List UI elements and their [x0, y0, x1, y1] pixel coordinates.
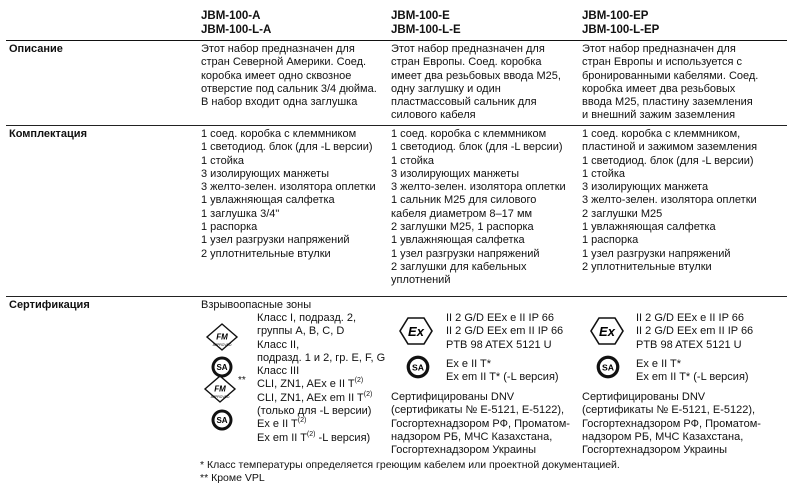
list-item: 2 уплотнительные втулки — [201, 247, 331, 260]
list-item: 3 желто-зелен. изолятора оплетки — [201, 181, 376, 194]
header-model: JBM-100-A — [201, 10, 261, 22]
fm-approved-logo — [205, 322, 239, 356]
list-item: 1 светодиод. блок (для -L версии) — [201, 141, 373, 154]
text-line: подразд. 1 и 2, гр. E, F, G — [257, 351, 386, 364]
text-line: бронированными кабелями. Соед. — [582, 69, 759, 82]
text-line: Этот набор предназначен для — [582, 43, 736, 55]
svg-text:Ex: Ex — [599, 324, 615, 339]
cert-heading: Взрывоопасные зоны — [201, 299, 312, 311]
text-line: (только для -L версии) — [257, 405, 372, 418]
description-col-a — [201, 43, 377, 109]
text-line: PTB 98 ATEX 5121 U — [446, 338, 552, 351]
list-item: 2 заглушки для кабельных — [391, 260, 527, 273]
text-line: Сертифицированы DNV — [582, 391, 706, 403]
kit-col-e — [391, 128, 566, 288]
text-line: и внешний зажим заземления — [582, 109, 736, 122]
footnote-marker: ** — [238, 375, 246, 386]
svg-text:SA: SA — [216, 416, 228, 425]
text-line: имеет два резьбовых ввода M25, — [391, 69, 561, 82]
text-line: CLI, ZN1, AEx e II $T^{(2)}$ — [257, 377, 364, 391]
list-item: 1 стойка — [201, 154, 245, 167]
table-rule — [6, 125, 787, 126]
svg-text:APPROVED: APPROVED — [212, 343, 232, 347]
text-line: силового кабеля — [391, 109, 476, 122]
list-item: 1 узел разгрузки напряжений — [582, 247, 731, 260]
text-line: Класс III — [257, 365, 300, 378]
text-line: Ex e II T* — [636, 358, 682, 370]
footnote: * Класс температуры определяется греющим кабелем или проектной документацией. — [200, 459, 620, 471]
text-line: Класс I, подразд. 2, — [257, 312, 357, 324]
cert-dnv-text-e — [391, 391, 570, 457]
text-line: Ex em II T* (-L версия) — [446, 371, 559, 384]
list-item: 1 светодиод. блок (для -L версии) — [391, 141, 563, 154]
list-item: 3 желто-зелен. изолятора оплетки — [391, 181, 566, 194]
svg-text:SA: SA — [601, 362, 615, 373]
atex-ex-logo — [399, 316, 433, 350]
text-line: ввода M25, пластину заземления — [582, 96, 753, 109]
csa-logo — [405, 354, 431, 384]
list-item: 1 соед. коробка с клеммником — [391, 128, 547, 140]
kit-col-a — [201, 128, 376, 261]
list-item: 3 изолирующих манжеты — [201, 167, 329, 180]
list-item: 3 изолирующих манжета — [582, 181, 709, 194]
text-line: В набор входит одна заглушка — [201, 96, 358, 109]
text-line: CLI, ZN1, AEx em II $T^{(2)}$ — [257, 390, 373, 404]
list-item: 1 стойка — [582, 167, 626, 180]
text-line: пластмассовый сальник для — [391, 96, 537, 109]
row-label-description: Описание — [9, 43, 63, 55]
text-line: II 2 G/D EEx e II IP 66 — [446, 312, 555, 324]
text-line: PTB 98 ATEX 5121 U — [636, 338, 742, 351]
list-item: 1 сальник M25 для силового — [391, 194, 537, 207]
list-item: 1 распорка — [201, 221, 258, 234]
svg-text:SA: SA — [216, 363, 228, 372]
text-line: Этот набор предназначен для — [391, 43, 545, 55]
text-line: Госгортехнадзором Украины — [391, 444, 537, 457]
text-line: Госгортехнадзором РФ, Проматом- — [582, 417, 761, 430]
table-rule — [6, 296, 787, 297]
atex-ex-logo — [590, 316, 624, 350]
header-model: JBM-100-E — [391, 10, 450, 22]
text-line: II 2 G/D EEx em II IP 66 — [636, 325, 754, 338]
text-line: Сертифицированы DNV — [391, 391, 515, 403]
text-line: группы A, B, C, D — [257, 325, 345, 338]
text-line: Ex e II T* — [446, 358, 492, 370]
text-line: стран Европы. Соед. коробка — [391, 56, 542, 69]
list-item: 1 узел разгрузки напряжений — [201, 234, 350, 247]
kit-col-ep — [582, 128, 757, 274]
list-item: 1 распорка — [582, 234, 639, 247]
text-line: II 2 G/D EEx em II IP 66 — [446, 325, 564, 338]
cert-atex-text-ep — [636, 312, 753, 352]
table-rule-top — [6, 40, 787, 41]
header-col-a — [201, 10, 271, 37]
csa-logo — [210, 408, 234, 436]
header-model: JBM-100-L-EP — [582, 23, 660, 36]
footnote: ** Кроме VPL — [200, 472, 265, 484]
text-line: коробка имеет два резьбовых — [582, 82, 736, 95]
text-line: Этот набор предназначен для — [201, 43, 355, 55]
list-item: 1 увлажняющая салфетка — [391, 234, 525, 247]
list-item: 2 уплотнительные втулки — [582, 260, 712, 273]
list-item: 1 соед. коробка с клеммником — [201, 128, 357, 140]
description-col-ep — [582, 43, 758, 123]
list-item: 2 заглушки M25, 1 распорка — [391, 221, 534, 234]
csa-logo — [595, 354, 621, 384]
text-line: (сертификаты № E-5121, E-5122), — [582, 404, 756, 417]
text-line: Госгортехнадзором Украины — [582, 444, 728, 457]
list-item: уплотнений — [391, 274, 451, 287]
svg-text:FM: FM — [214, 384, 226, 394]
row-label-kit: Комплектация — [9, 128, 87, 140]
svg-text:FM: FM — [216, 332, 228, 342]
header-col-e — [391, 10, 461, 37]
text-line: Ex em II $T^{(2)}$ -L версия) — [257, 430, 371, 444]
list-item: 1 заглушка 3/4" — [201, 207, 280, 220]
description-col-e — [391, 43, 561, 123]
text-line: стран Северной Америки. Соед. — [201, 56, 367, 69]
text-line: Ex e II $T^{(2)}$ — [257, 417, 307, 431]
text-line: коробка имеет одно сквозное — [201, 69, 352, 82]
list-item: 1 узел разгрузки напряжений — [391, 247, 540, 260]
cert-csa-text-ep — [636, 358, 749, 385]
text-line: стран Европы и используется с — [582, 56, 743, 69]
list-item: 3 изолирующих манжеты — [391, 167, 519, 180]
list-item: 2 заглушки M25 — [582, 207, 663, 220]
text-line: отверстие под сальник 3/4 дюйма. — [201, 82, 377, 95]
text-line: одну заглушку и один — [391, 82, 501, 95]
cert-fm-text — [257, 312, 385, 445]
header-model: JBM-100-EP — [582, 10, 649, 22]
list-item: 3 желто-зелен. изолятора оплетки — [582, 194, 757, 207]
text-line: Класс II, — [257, 338, 300, 351]
cert-atex-text-e — [446, 312, 563, 352]
header-model: JBM-100-L-E — [391, 23, 461, 36]
list-item: пластиной и зажимом заземления — [582, 141, 758, 154]
text-line: Ex em II T* (-L версия) — [636, 371, 749, 384]
cert-csa-text-e — [446, 358, 559, 385]
text-line: надзором РБ, МЧС Казахстана, — [391, 430, 553, 443]
text-line: (сертификаты № E-5121, E-5122), — [391, 404, 565, 417]
text-line: надзором РБ, МЧС Казахстана, — [582, 430, 744, 443]
list-item: 1 увлажняющая салфетка — [201, 194, 335, 207]
text-line: II 2 G/D EEx e II IP 66 — [636, 312, 745, 324]
fm-approved-logo — [203, 374, 237, 408]
header-model: JBM-100-L-A — [201, 23, 272, 36]
svg-text:SA: SA — [411, 362, 425, 373]
cert-dnv-text-ep — [582, 391, 761, 457]
list-item: 1 стойка — [391, 154, 435, 167]
text-line: Госгортехнадзором РФ, Проматом- — [391, 417, 570, 430]
svg-text:APPROVED: APPROVED — [210, 395, 230, 399]
list-item: 1 светодиод. блок (для -L версии) — [582, 154, 754, 167]
list-item: 1 соед. коробка с клеммником, — [582, 128, 741, 140]
list-item: 1 увлажняющая салфетка — [582, 221, 716, 234]
header-col-ep — [582, 10, 659, 37]
list-item: кабеля диаметром 8–17 мм — [391, 207, 533, 220]
svg-text:Ex: Ex — [408, 324, 424, 339]
row-label-cert: Сертификация — [9, 299, 90, 311]
